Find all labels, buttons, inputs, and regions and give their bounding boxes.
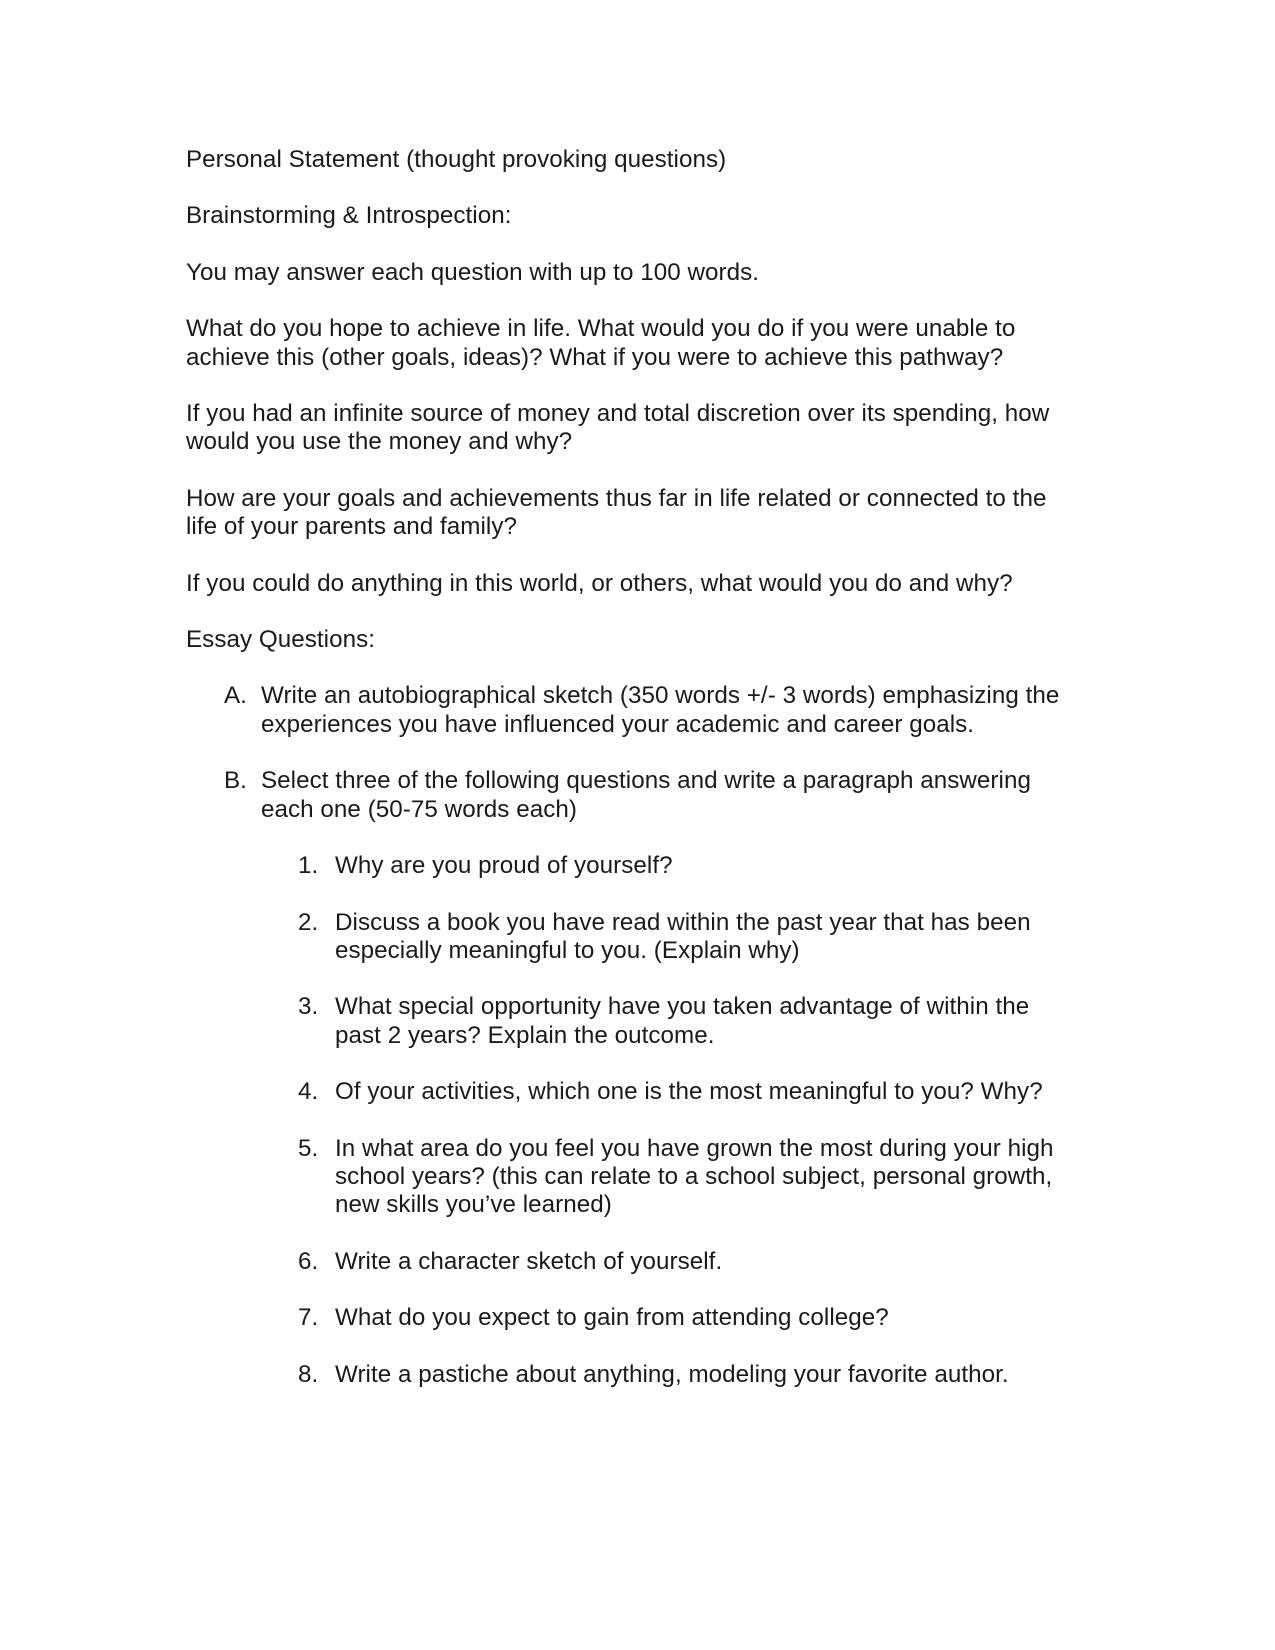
numbered-question-2-marker: 2. [298, 908, 319, 936]
brainstorm-question-2-line-1: If you had an infinite source of money and total discretion over its spending, how [186, 400, 1050, 428]
numbered-question-7-marker: 7. [298, 1304, 319, 1332]
numbered-question-6-marker: 6. [298, 1247, 319, 1275]
numbered-question-4-line-1: Of your activities, which one is the most meaningful to you? Why? [335, 1078, 1043, 1106]
numbered-question-5-line-2: school years? (this can relate to a school subject, personal growth, [335, 1162, 1053, 1190]
brainstorm-question-2-line-2: would you use the money and why? [186, 428, 573, 456]
numbered-question-1-marker: 1. [298, 852, 319, 880]
numbered-question-3 [186, 993, 1086, 1050]
brainstorm-question-3-line-1: How are your goals and achievements thus far in life related or connected to the [186, 484, 1047, 512]
document-body [186, 146, 1086, 1417]
essay-heading-text: Essay Questions: [186, 626, 376, 654]
numbered-question-5-line-1: In what area do you feel you have grown the most during your high [335, 1134, 1054, 1162]
document-title [186, 146, 1086, 174]
essay-list [186, 682, 1086, 824]
brainstorm-question-2 [186, 400, 1086, 457]
numbered-question-2 [186, 909, 1086, 966]
essay-item-a [186, 682, 1086, 739]
numbered-question-3-line-1: What special opportunity have you taken advantage of within the [335, 993, 1030, 1021]
numbered-question-2-line-1: Discuss a book you have read within the past year that has been [335, 908, 1031, 936]
brainstorm-question-1 [186, 315, 1086, 372]
brainstorm-question-4 [186, 570, 1086, 598]
numbered-question-6 [186, 1248, 1086, 1276]
numbered-question-1 [186, 852, 1086, 880]
essay-heading [186, 626, 1086, 654]
numbered-question-5 [186, 1135, 1086, 1220]
brainstorm-question-4-line-1: If you could do anything in this world, or others, what would you do and why? [186, 569, 1013, 597]
essay-item-b-line-1: Select three of the following questions and write a paragraph answering [261, 767, 1031, 795]
numbered-question-6-line-1: Write a character sketch of yourself. [335, 1247, 723, 1275]
essay-item-b-marker: B. [224, 767, 247, 795]
numbered-question-list [186, 852, 1086, 1389]
numbered-question-8-line-1: Write a pastiche about anything, modeling your favorite author. [335, 1360, 1009, 1388]
numbered-question-8 [186, 1361, 1086, 1389]
instruction-line: You may answer each question with up to 100 words. [186, 258, 760, 286]
brainstorm-question-1-line-1: What do you hope to achieve in life. What would you do if you were unable to [186, 315, 1016, 343]
numbered-question-1-line-1: Why are you proud of yourself? [335, 852, 673, 880]
numbered-question-5-marker: 5. [298, 1134, 319, 1162]
essay-item-b [186, 767, 1086, 824]
essay-item-a-line-1: Write an autobiographical sketch (350 words +/- 3 words) emphasizing the [261, 682, 1060, 710]
brainstorm-question-3-line-2: life of your parents and family? [186, 513, 517, 541]
brainstorm-heading-text: Brainstorming & Introspection: [186, 202, 512, 230]
essay-item-a-line-2: experiences you have influenced your academic and career goals. [261, 710, 975, 738]
brainstorm-question-1-line-2: achieve this (other goals, ideas)? What if you were to achieve this pathway? [186, 343, 1004, 371]
instruction-text [186, 259, 1086, 287]
brainstorm-heading [186, 202, 1086, 230]
numbered-question-4-marker: 4. [298, 1078, 319, 1106]
numbered-question-2-line-2: especially meaningful to you. (Explain why) [335, 936, 800, 964]
numbered-question-7-line-1: What do you expect to gain from attending college? [335, 1304, 889, 1332]
document-title-text: Personal Statement (thought provoking questions) [186, 146, 727, 173]
essay-item-b-line-2: each one (50-75 words each) [261, 795, 577, 823]
numbered-question-3-marker: 3. [298, 993, 319, 1021]
numbered-question-8-marker: 8. [298, 1360, 319, 1388]
numbered-question-5-line-3: new skills you’ve learned) [335, 1191, 612, 1219]
brainstorm-question-3 [186, 485, 1086, 542]
numbered-question-3-line-2: past 2 years? Explain the outcome. [335, 1021, 715, 1049]
numbered-question-7 [186, 1304, 1086, 1332]
essay-item-a-marker: A. [224, 682, 247, 710]
numbered-question-4 [186, 1078, 1086, 1106]
